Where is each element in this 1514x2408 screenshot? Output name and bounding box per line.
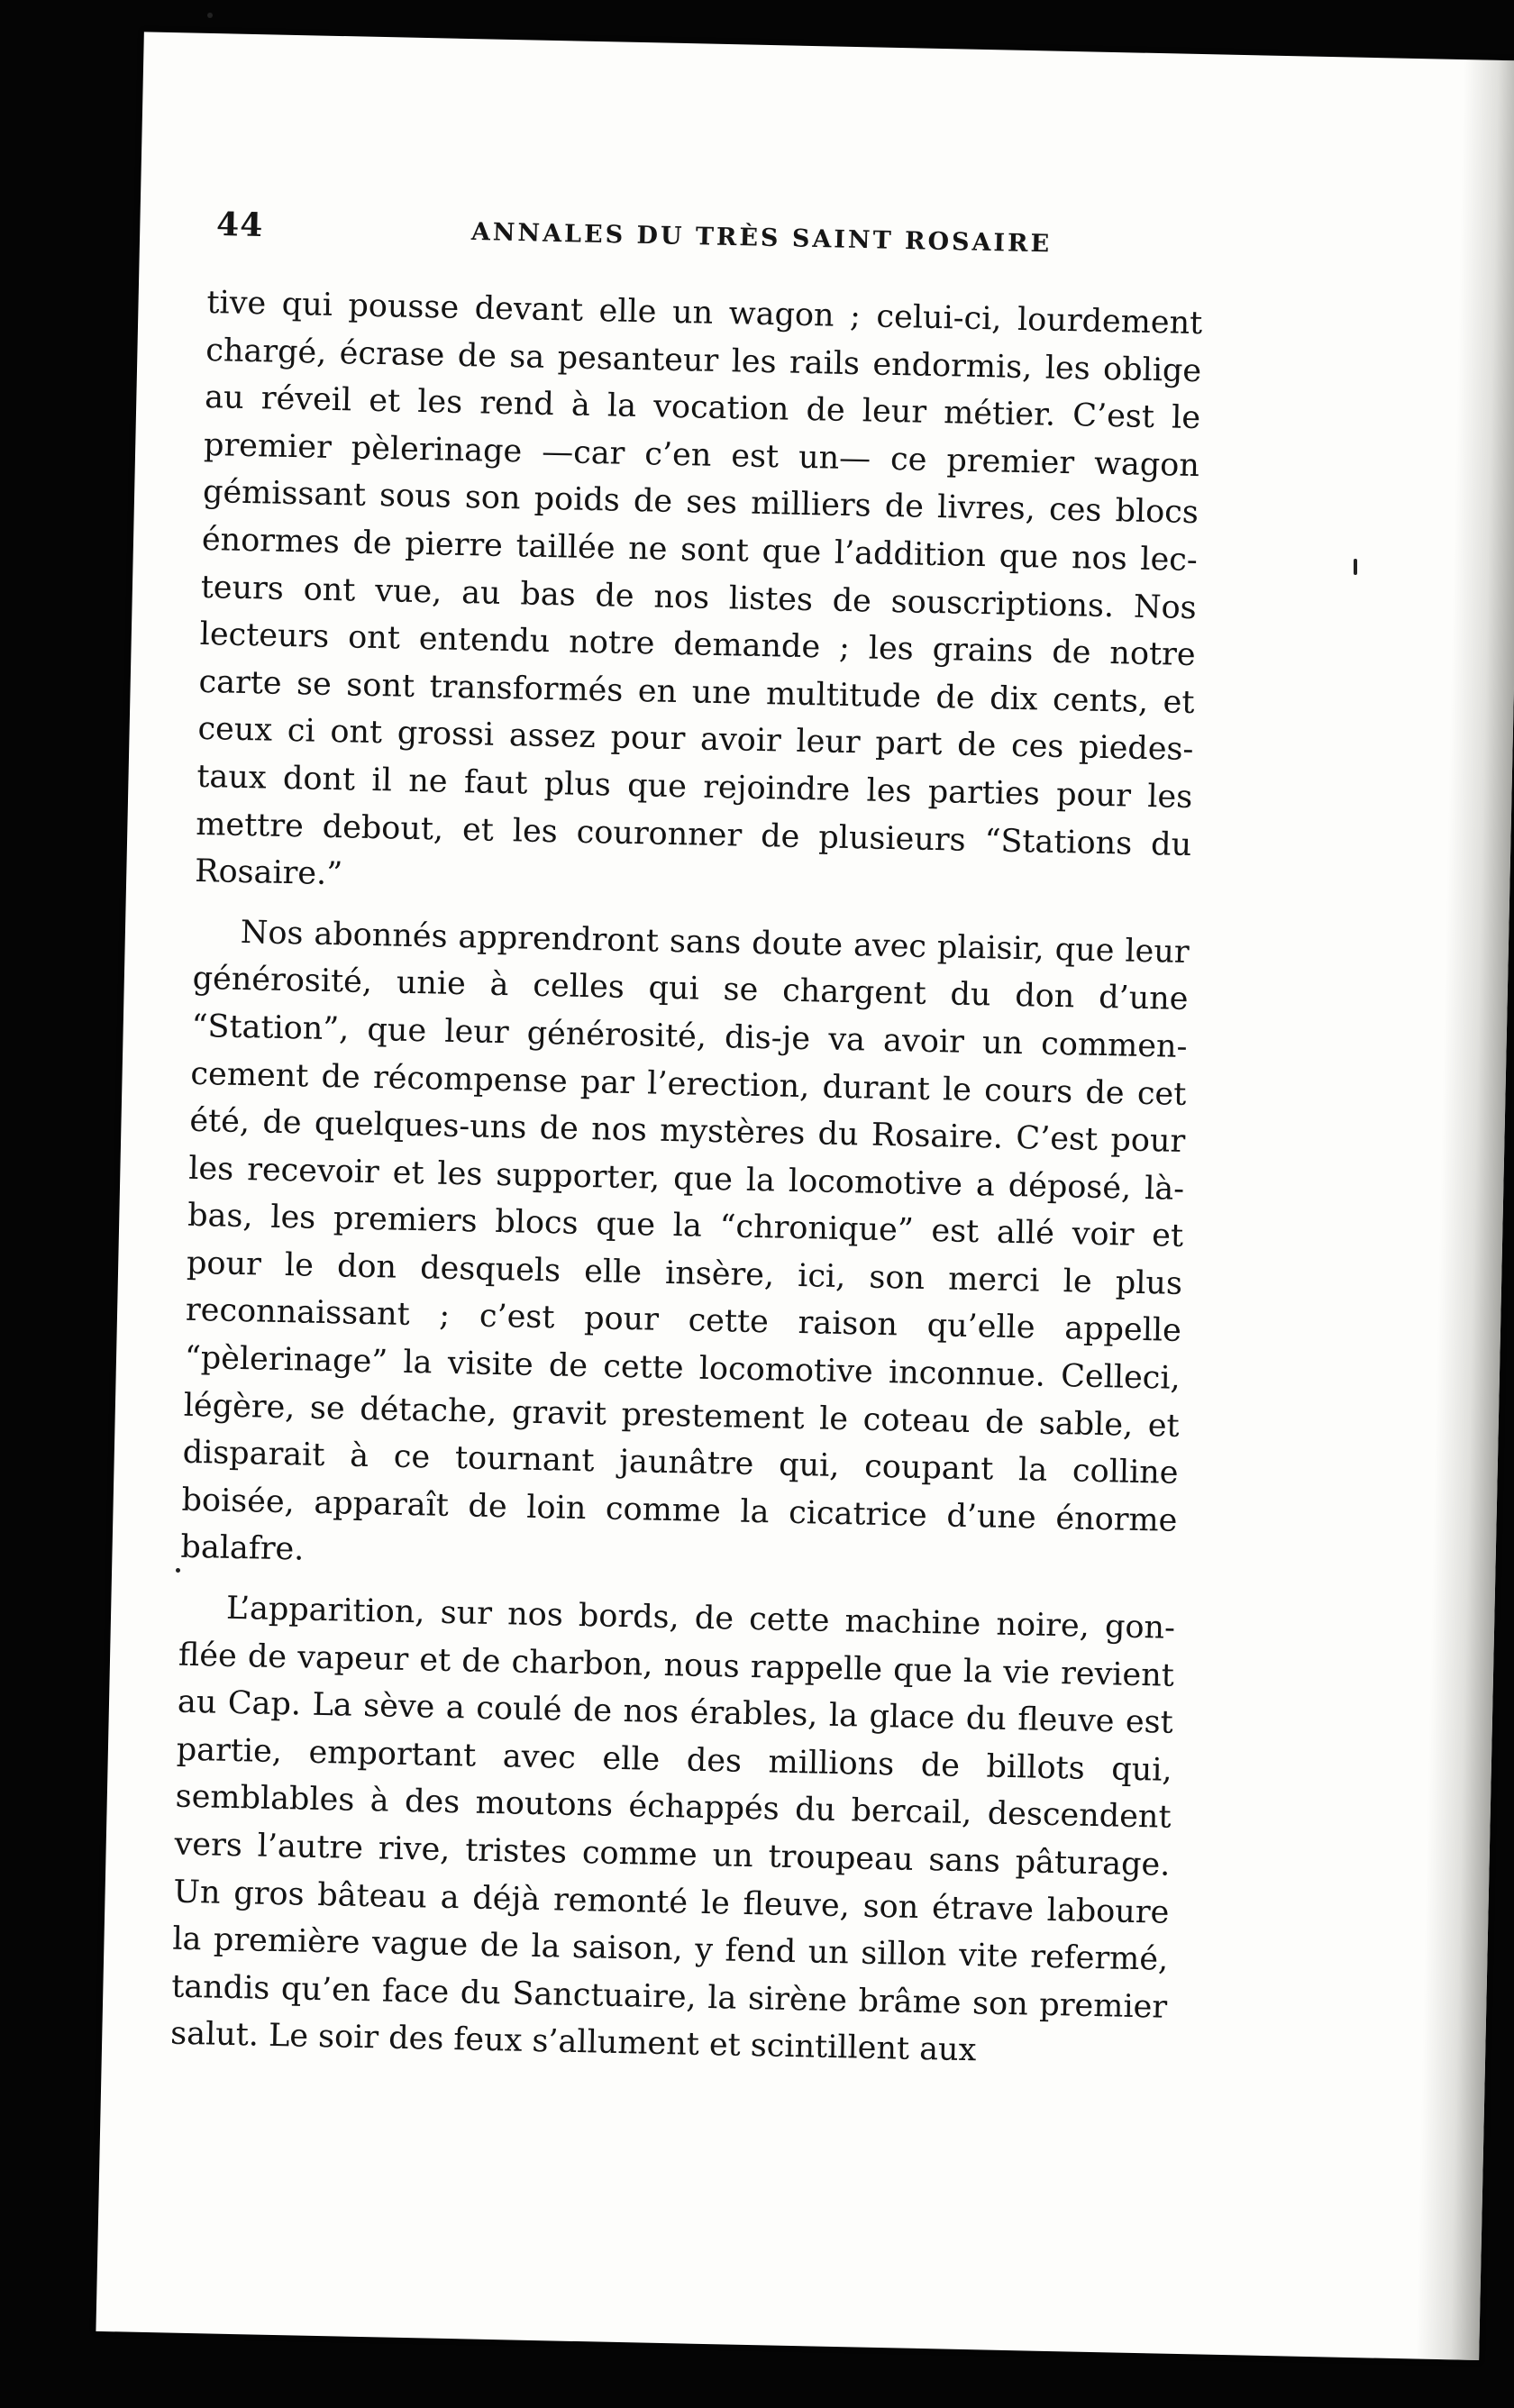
page-edge-shadow <box>1416 59 1514 2360</box>
running-head: ANNALES DU TRÈS SAINT ROSAIRE <box>470 217 1053 259</box>
page-number: 44 <box>215 205 264 245</box>
paragraph-3: L’apparition, sur nos bords, de cette machine noire, gonflée de vapeur et de charbon, nous rappelle que la vie revient au Cap. La sève a coulé de nos érables, la glace du fleuve est partie, emportant avec elle des millions de billots qui, semblables à des moutons échappés du bercail, descendent vers l’autre rive, tristes comme un troupeau sans pâturage. Un gros bâteau a déjà remonté le fleuve, son étrave laboure la première vague de la saison, y fend un sillon vite refermé, tandis qu’en face du Sanctuaire, la sirène brâme son premier salut. Le soir des feux s’allument et scintillent aux <box>169 1590 1176 2069</box>
scan-speck <box>207 13 213 18</box>
paragraph-2: Nos abonnés apprendront sans doute avec plaisir, que leur générosité, unie à celles qui se chargent du don d’une “Station”, que leur générosité, dis-je va avoir un commencement de récompense par l’erection, durant le cours de cet été, de quelques-uns de nos mystères du Rosaire. C’est pour les recevoir et les supporter, que la locomotive a déposé, là-bas, les premiers blocs que la “chronique” est allé voir et pour le don desquels elle insère, ici, son merci le plus reconnaissant ; c’est pour cette raison qu’elle appelle “pèlerinage” la visite de cette locomotive inconnue. Celleci, légère, se détache, gravit prestement le coteau de sable, et disparait à ce tournant jaunâtre qui, coupant la colline boisée, apparaît de loin comme la cicatrice d’une énorme balafre. <box>180 914 1190 1568</box>
scan-speck <box>1354 559 1357 575</box>
paragraph-1: tive qui pousse devant elle un wagon ; celui-ci, lourdement chargé, écrase de sa pesanteur les rails endormis, les oblige au réveil et les rend à la vocation de leur métier. C’est le premier pèlerinage —car c’en est un— ce premier wagon gémissant sous son poids de ses milliers de livres, ces blocs énormes de pierre taillée ne sont que l’addition que nos lecteurs ont vue, au bas de nos listes de souscriptions. Nos lecteurs ont entendu notre demande ; les grains de notre carte se sont transformés en une multitude de dix cents, et ceux ci ont grossi assez pour avoir leur part de ces piedestaux dont il ne faut plus que rejoindre les parties pour les mettre debout, et les couronner de plusieurs “Stations du Rosaire.” <box>194 284 1203 893</box>
scan-speck <box>176 1568 180 1573</box>
body-text <box>169 279 1202 2092</box>
